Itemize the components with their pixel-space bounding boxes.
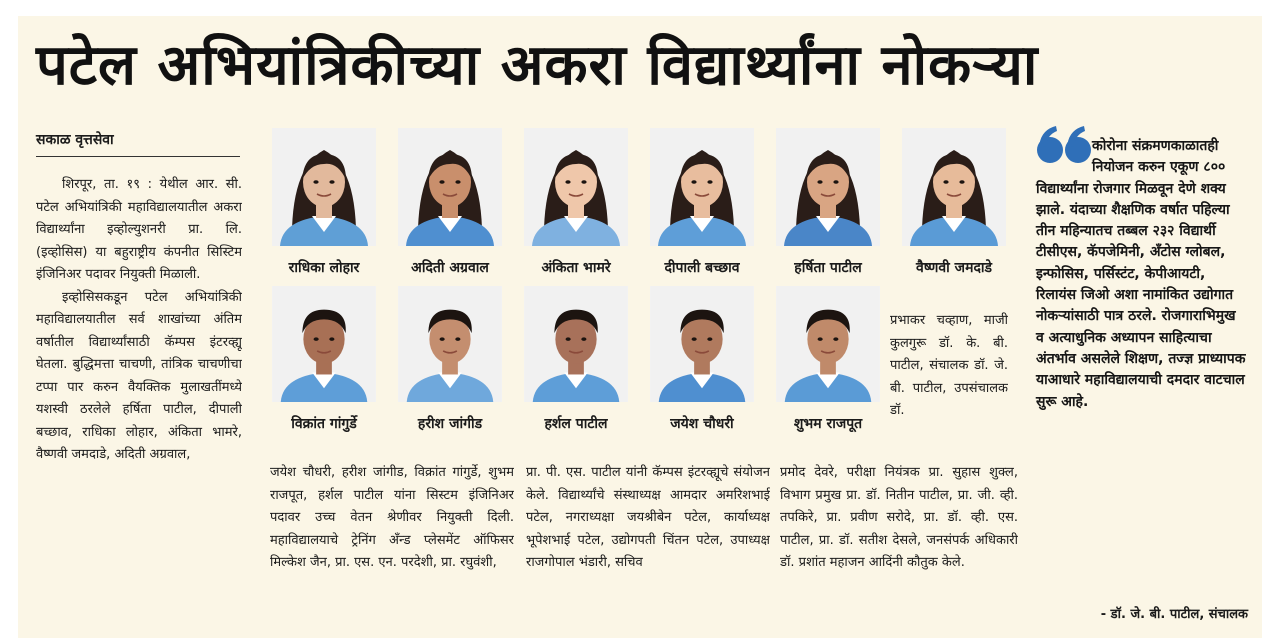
student-name: विक्रांत गांगुर्डे: [291, 416, 357, 432]
student-photo: [398, 128, 502, 246]
portrait-image: [524, 286, 628, 402]
student-name: शुभम राजपूत: [793, 416, 863, 432]
student-photo: [650, 286, 754, 402]
portrait-image: [398, 286, 502, 402]
portrait-image: [272, 128, 376, 246]
student-name: हर्षिता पाटील: [794, 260, 862, 276]
student-photo: [398, 286, 502, 402]
paragraph-2: इव्होसिसकडून पटेल अभियांत्रिकी महाविद्यालयातील सर्व शाखांच्या अंतिम वर्षातील विद्यार्थ्यांसाठी कॅम्पस इंटरव्ह्यू घेतला. बुद्धिमत्ता चाचणी, तांत्रिक चाचणीचा टप्पा पार करुन वैयक्तिक मुलाखतींमध्ये यशस्वी ठरलेले हर्षिता पाटील, दीपाली बच्छाव, राधिका लोहार, अंकिता भामरे, वैष्णवी जमदाडे, अदिती अग्रवाल,: [36, 289, 242, 462]
student-photo: [650, 128, 754, 246]
student-photo: [776, 286, 880, 402]
student-name: जयेश चौधरी: [670, 416, 734, 432]
body-column-2: प्रा. पी. एस. पाटील यांनी कॅम्पस इंटरव्ह्यूचे संयोजन केले. विद्यार्थ्यांचे संस्थाध्यक्ष आमदार अमरिशभाई पटेल, नगराध्यक्षा जयश्रीबेन पटेल, कार्याध्यक्ष भूपेशभाई पटेल, उद्योगपती चिंतन पटेल, उपाध्यक्ष राजगोपाल भंडारी, सचिव: [526, 465, 770, 570]
student-photo: [272, 286, 376, 402]
student-name: दीपाली बच्छाव: [664, 260, 740, 276]
student-name: अंकिता भामरे: [541, 260, 611, 276]
portrait-image: [650, 128, 754, 246]
portrait-image: [776, 286, 880, 402]
portrait-image: [776, 128, 880, 246]
student-name: वैष्णवी जमदाडे: [915, 260, 992, 276]
portrait-image: [398, 128, 502, 246]
headline: पटेल अभियांत्रिकीच्या अकरा विद्यार्थ्यांना नोकऱ्या: [36, 33, 1039, 98]
quote-body: कोरोना संक्रमणकाळातही नियोजन करुन एकूण ८०० विद्यार्थ्यांना रोजगार मिळवून देणे शक्य झाले. यंदाच्या शैक्षणिक वर्षात पहिल्या तीन महिन्यातच तब्बल २३२ विद्यार्थी टीसीएस, कॅपजेमिनी, अँटोस ग्लोबल, इन्फोसिस, पर्सिस्टंट, केपीआयटी, रिलायंस जिओ अशा नामांकित उद्योगात नोकऱ्यांसाठी पात्र ठरले. रोजगाराभिमुख व अत्याधुनिक अध्यापन साहित्याचा अंतर्भाव असलेले शिक्षण, तज्ज्ञ प्राध्यापक याआधारे महाविद्यालयाची दमदार वाटचाल सुरू आहे.: [1036, 138, 1246, 410]
student-photo: [272, 128, 376, 246]
byline: सकाळ वृत्तसेवा: [36, 132, 114, 148]
newspaper-clipping: [18, 16, 1262, 638]
student-photo: [776, 128, 880, 246]
small-column: प्रभाकर चव्हाण, माजी कुलगुरू डॉ. के. बी. पाटील, संचालक डॉ. जे. बी. पाटील, उपसंचालक डॉ.: [890, 313, 1008, 418]
student-photo: [524, 286, 628, 402]
body-column-1: जयेश चौधरी, हरीश जांगीड, विक्रांत गांगुर्डे, शुभम राजपूत, हर्शल पाटील यांना सिस्टम इंजिनिअर पदावर उच्च वेतन श्रेणीवर नियुक्ती दिली. महाविद्यालयाचे ट्रेनिंग अँन्ड प्लेसमेंट ऑफिसर मिल्केश जैन, प्रा. एस. एन. परदेशी, प्रा. रघुवंशी,: [270, 465, 514, 570]
student-name: अदिती अग्रवाल: [411, 260, 489, 276]
quote-box: [1036, 124, 1256, 634]
quote-text: [1036, 136, 1248, 413]
byline-rule: [36, 156, 240, 157]
body-column-3: प्रमोद देवरे, परीक्षा नियंत्रक प्रा. सुहास शुक्ल, विभाग प्रमुख प्रा. डॉ. नितीन पाटील, प्रा. जी. व्ही. तपकिरे, प्रा. प्रवीण सरोदे, प्रा. डॉ. व्ही. एस. पाटील, प्रा. डॉ. सतीश देसले, जनसंपर्क अधिकारी डॉ. प्रशांत महाजन आदिंनी कौतुक केले.: [780, 465, 1018, 570]
student-photo: [524, 128, 628, 246]
student-name: हर्शल पाटील: [544, 416, 608, 432]
portrait-image: [272, 286, 376, 402]
portrait-image: [902, 128, 1006, 246]
portrait-image: [650, 286, 754, 402]
student-name: राधिका लोहार: [288, 260, 360, 276]
student-photo: [902, 128, 1006, 246]
quote-signature: - डॉ. जे. बी. पाटील, संचालक: [1100, 607, 1248, 622]
student-name: हरीश जांगीड: [417, 416, 483, 432]
left-column: [36, 174, 242, 624]
paragraph-1: शिरपूर, ता. १९ : येथील आर. सी. पटेल अभियांत्रिकी महाविद्यालयातील अकरा विद्यार्थ्यांना इव्होल्युशनरी प्रा. लि. (इव्होसिस) या बहुराष्ट्रीय कंपनीत सिस्टिम इंजिनिअर पदावर नियुक्ती मिळाली.: [36, 177, 242, 282]
portrait-image: [524, 128, 628, 246]
